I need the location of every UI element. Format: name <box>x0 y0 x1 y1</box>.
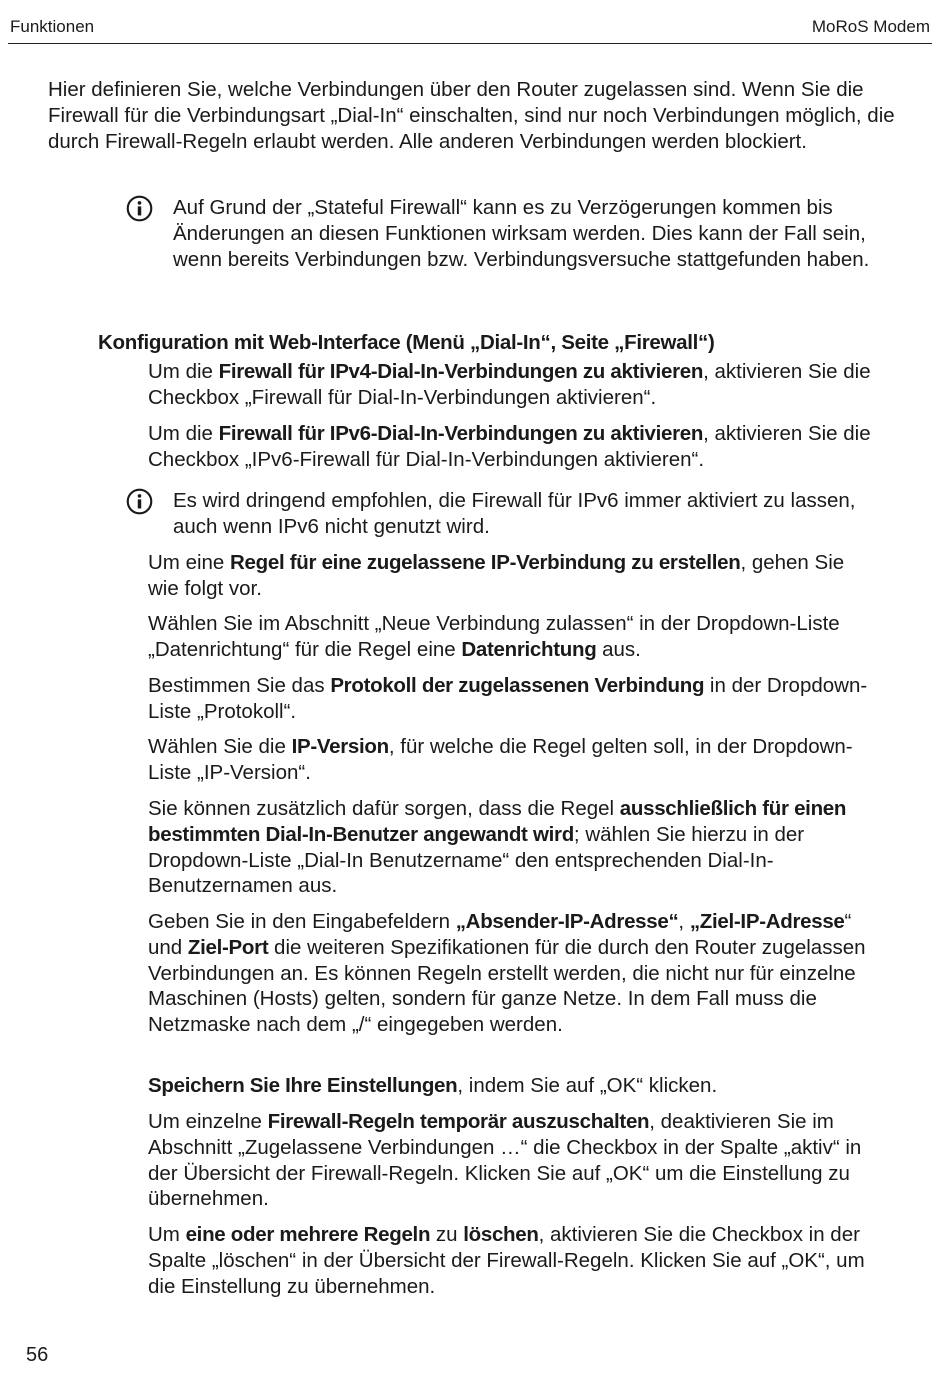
section-heading: Konfiguration mit Web-Interface (Menü „Dial-In“, Seite „Firewall“) <box>98 331 715 354</box>
paragraph-disable-rules: Um einzelne Firewall-Regeln temporär auszuschalten, deaktivieren Sie im Abschnitt „Zugelassene Verbindungen …“ die Checkbox in der Spalte „aktiv“ in der Übersicht der Firewall-Regeln. Klicken Sie auf „OK“ um die Einstellung zu übernehmen. <box>148 1110 862 1211</box>
header-chapter: Funktionen <box>10 17 95 36</box>
info-icon <box>126 488 153 515</box>
paragraph-ip-version: Wählen Sie die IP-Version, für welche die Regel gelten soll, in der Dropdown-Liste „IP-Version“. <box>148 735 853 784</box>
paragraph-ipv4: Um die Firewall für IPv4-Dial-In-Verbindungen zu aktivieren, aktivieren Sie die Checkbox „Firewall für Dial-In-Verbindungen aktivieren“. <box>148 360 871 409</box>
paragraph-protocol: Bestimmen Sie das Protokoll der zugelassenen Verbindung in der Dropdown-Liste „Protokoll“. <box>148 674 868 723</box>
info-note-stateful <box>126 195 886 305</box>
paragraph-delete-rules: Um eine oder mehrere Regeln zu löschen, aktivieren Sie die Checkbox in der Spalte „löschen“ in der Übersicht der Firewall-Regeln. Klicken Sie auf „OK“, um die Einstellung zu übernehmen. <box>148 1223 865 1298</box>
info-icon <box>126 195 153 222</box>
note-text: Es wird dringend empfohlen, die Firewall für IPv6 immer aktiviert zu lassen, auch wenn IPv6 nicht genutzt wird. <box>173 489 856 538</box>
paragraph-create-rule: Um eine Regel für eine zugelassene IP-Verbindung zu erstellen, gehen Sie wie folgt vor. <box>148 551 845 600</box>
note-text: Auf Grund der „Stateful Firewall“ kann es zu Verzögerungen kommen bis Änderungen an diesen Funktionen wirksam werden. Dies kann der Fall sein, wenn bereits Verbindungen bzw. Verbindungsversuche stattgefunden haben. <box>173 196 870 271</box>
paragraph-addresses: Geben Sie in den Eingabefeldern „Absender-IP-Adresse“, „Ziel-IP-Adresse“ und Ziel-Port die weiteren Spezifikationen für die durch den Router zugelassen Verbindungen an. Es können Regeln erstellt werden, die nicht nur für einzelne Maschinen (Hosts) gelten, sondern für ganze Netze. In dem Fall muss die Netzmaske nach dem „/“ eingegeben werden. <box>148 910 866 1037</box>
info-note-ipv6 <box>126 488 886 544</box>
header-product: MoRoS Modem <box>811 17 930 36</box>
page-header <box>8 0 932 44</box>
paragraph-ipv6: Um die Firewall für IPv6-Dial-In-Verbindungen zu aktivieren, aktivieren Sie die Checkbox „IPv6-Firewall für Dial-In-Verbindungen aktivieren“. <box>148 422 871 471</box>
page-number: 56 <box>26 1344 49 1366</box>
paragraph-direction: Wählen Sie im Abschnitt „Neue Verbindung zulassen“ in der Dropdown-Liste „Datenrichtung“ für die Regel eine Datenrichtung aus. <box>148 612 840 661</box>
intro-paragraph: Hier definieren Sie, welche Verbindungen über den Router zugelassen sind. Wenn Sie die Firewall für die Verbindungsart „Dial-In“ einschalten, sind nur noch Verbindungen möglich, die durch Firewall-Regeln erlaubt werden. Alle anderen Verbindungen werden blockiert. <box>48 78 895 153</box>
paragraph-save: Speichern Sie Ihre Einstellungen, indem Sie auf „OK“ klicken. <box>148 1074 718 1097</box>
paragraph-dial-in-user: Sie können zusätzlich dafür sorgen, dass die Regel ausschließlich für einen bestimmten Dial-In-Benutzer angewandt wird; wählen Sie hierzu in der Dropdown-Liste „Dial-In Benutzername“ den entsprechenden Dial-In-Benutzernamen aus. <box>148 797 847 898</box>
